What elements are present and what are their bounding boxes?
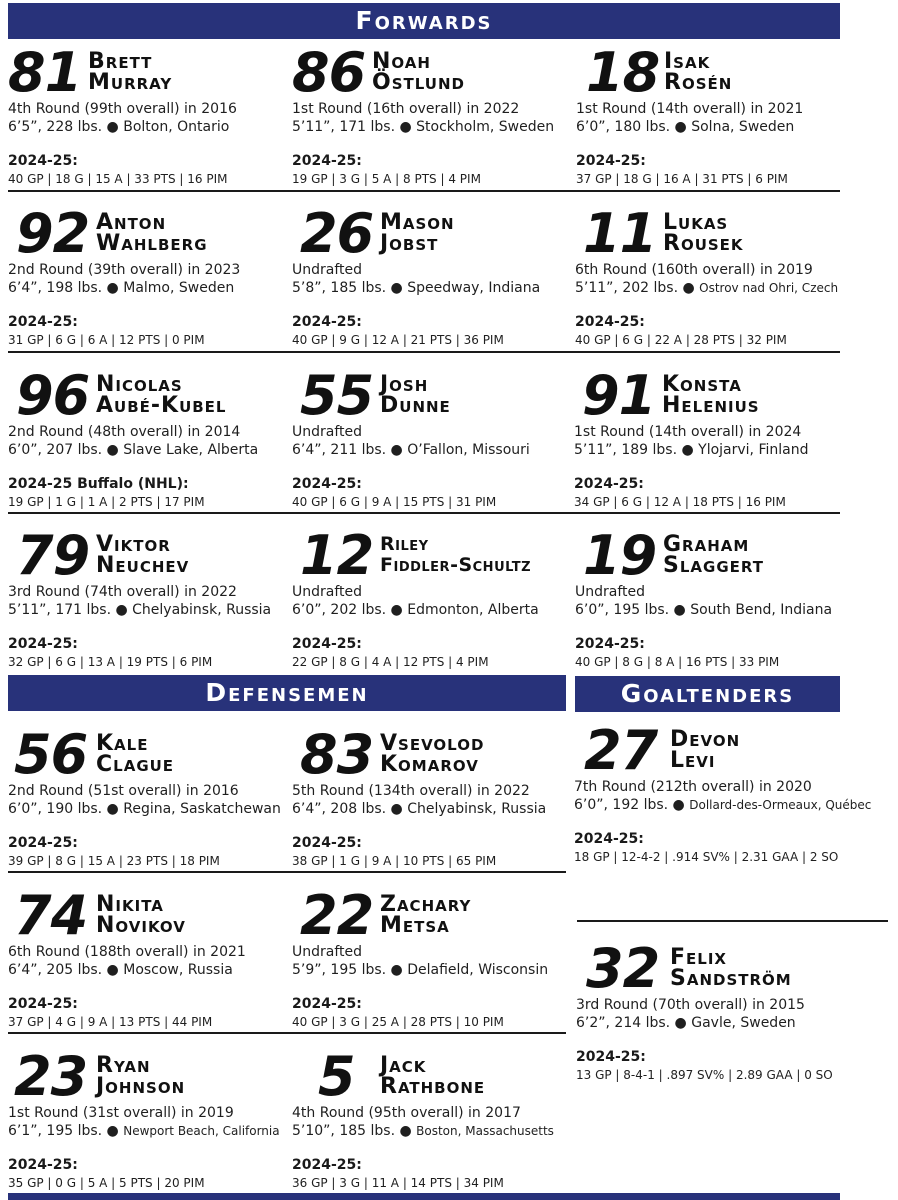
player-card-dunne (284, 364, 566, 511)
season-label: 2024-25: (8, 1157, 78, 1173)
player-name: Anton Wahlberg (96, 210, 208, 256)
jersey-number: 86 (292, 41, 366, 104)
player-name: Noah Östlund (372, 49, 465, 95)
size-hometown: 5’11”, 171 lbs. ● Stockholm, Sweden (292, 119, 555, 135)
player-name: Zachary Metsa (380, 892, 472, 938)
player-card-neuchev (0, 524, 282, 671)
season-stats: 40 GP | 8 G | 8 A | 16 PTS | 33 PIM (575, 655, 780, 669)
player-name: Nicolas Aubé-Kubel (96, 372, 227, 418)
size-hometown: 6’0”, 207 lbs. ● Slave Lake, Alberta (8, 442, 259, 458)
jersey-number: 92 (16, 202, 90, 265)
size-hometown: 6’0”, 192 lbs. ● Dollard-des-Ormeaux, Québec (574, 797, 872, 813)
bottom-bar (8, 1193, 840, 1200)
jersey-number: 5 (318, 1045, 355, 1108)
player-card-clague (0, 723, 282, 870)
draft-info: 2nd Round (39th overall) in 2023 (8, 262, 241, 278)
jersey-number: 22 (300, 884, 374, 947)
row-divider (8, 190, 840, 192)
season-stats: 40 GP | 6 G | 22 A | 28 PTS | 32 PIM (575, 333, 787, 347)
size-hometown: 6’4”, 211 lbs. ● O’Fallon, Missouri (292, 442, 530, 458)
season-label: 2024-25: (8, 996, 78, 1012)
season-label: 2024-25: (8, 153, 78, 169)
season-label: 2024-25: (574, 476, 644, 492)
season-label: 2024-25: (576, 1049, 646, 1065)
draft-info: 2nd Round (51st overall) in 2016 (8, 783, 239, 799)
jersey-number: 74 (14, 884, 88, 947)
season-label: 2024-25: (575, 636, 645, 652)
draft-info: 7th Round (212th overall) in 2020 (574, 779, 812, 795)
player-name: Jack Rathbone (380, 1053, 486, 1099)
season-label: 2024-25: (292, 476, 362, 492)
player-name: Felix Sandström (670, 945, 792, 991)
player-name: Mason Jobst (380, 210, 455, 256)
draft-info: 1st Round (14th overall) in 2021 (576, 101, 804, 117)
jersey-number: 91 (582, 364, 656, 427)
player-name: Devon Levi (670, 727, 741, 773)
player-card-jobst (284, 202, 566, 349)
row-divider (8, 1032, 566, 1034)
player-name: Vsevolod Komarov (380, 731, 485, 777)
season-label: 2024-25: (292, 636, 362, 652)
player-card-novikov (0, 884, 282, 1031)
draft-info: Undrafted (292, 584, 363, 600)
draft-info: 1st Round (31st overall) in 2019 (8, 1105, 234, 1121)
season-stats: 13 GP | 8-4-1 | .897 SV% | 2.89 GAA | 0 SO (576, 1068, 833, 1082)
player-name: Isak Rosén (664, 49, 733, 95)
defensemen-banner: Defensemen (8, 675, 566, 711)
player-card-sandstrom (568, 937, 888, 1084)
jersey-number: 83 (300, 723, 374, 786)
jersey-number: 55 (300, 364, 374, 427)
size-hometown: 5’8”, 185 lbs. ● Speedway, Indiana (292, 280, 541, 296)
season-label: 2024-25: (292, 153, 362, 169)
draft-info: Undrafted (292, 944, 363, 960)
row-divider (8, 351, 840, 353)
season-stats: 32 GP | 6 G | 13 A | 19 PTS | 6 PIM (8, 655, 213, 669)
season-stats: 38 GP | 1 G | 9 A | 10 PTS | 65 PIM (292, 854, 497, 868)
row-divider (8, 512, 840, 514)
draft-info: 2nd Round (48th overall) in 2014 (8, 424, 241, 440)
player-card-levi (566, 719, 896, 866)
size-hometown: 6’4”, 198 lbs. ● Malmo, Sweden (8, 280, 235, 296)
season-stats: 40 GP | 3 G | 25 A | 28 PTS | 10 PIM (292, 1015, 504, 1029)
draft-info: 1st Round (16th overall) in 2022 (292, 101, 520, 117)
season-label: 2024-25: (292, 835, 362, 851)
draft-info: 6th Round (160th overall) in 2019 (575, 262, 813, 278)
size-hometown: 5’11”, 189 lbs. ● Ylojarvi, Finland (574, 442, 809, 458)
season-label: 2024-25: (8, 636, 78, 652)
season-stats: 18 GP | 12-4-2 | .914 SV% | 2.31 GAA | 2 SO (574, 850, 839, 864)
season-stats: 40 GP | 6 G | 9 A | 15 PTS | 31 PIM (292, 495, 497, 509)
season-label: 2024-25 Buffalo (NHL): (8, 476, 189, 492)
season-stats: 35 GP | 0 G | 5 A | 5 PTS | 20 PIM (8, 1176, 205, 1190)
player-card-helenius (566, 364, 848, 511)
draft-info: 4th Round (95th overall) in 2017 (292, 1105, 521, 1121)
jersey-number: 12 (300, 524, 374, 587)
player-card-murray (0, 41, 282, 188)
player-card-rosen (568, 41, 850, 188)
player-card-wahlberg (0, 202, 282, 349)
forwards-banner: Forwards (8, 3, 840, 39)
season-stats: 37 GP | 18 G | 16 A | 31 PTS | 6 PIM (576, 172, 788, 186)
player-name: Lukas Rousek (663, 210, 744, 256)
draft-info: 5th Round (134th overall) in 2022 (292, 783, 530, 799)
row-divider (8, 871, 566, 873)
player-card-aube-kubel (0, 364, 282, 511)
jersey-number: 79 (16, 524, 90, 587)
player-card-slaggert (567, 524, 849, 671)
size-hometown: 6’1”, 195 lbs. ● Newport Beach, California (8, 1123, 280, 1139)
size-hometown: 6’0”, 202 lbs. ● Edmonton, Alberta (292, 602, 539, 618)
jersey-number: 81 (8, 41, 82, 104)
player-name: Kale Clague (96, 731, 175, 777)
size-hometown: 6’0”, 180 lbs. ● Solna, Sweden (576, 119, 795, 135)
season-stats: 31 GP | 6 G | 6 A | 12 PTS | 0 PIM (8, 333, 205, 347)
jersey-number: 27 (584, 719, 658, 782)
player-name: Ryan Johnson (96, 1053, 186, 1099)
size-hometown: 5’10”, 185 lbs. ● Boston, Massachusetts (292, 1123, 554, 1139)
season-stats: 40 GP | 9 G | 12 A | 21 PTS | 36 PIM (292, 333, 504, 347)
size-hometown: 6’4”, 208 lbs. ● Chelyabinsk, Russia (292, 801, 547, 817)
player-card-komarov (284, 723, 566, 870)
goaltenders-banner: Goaltenders (575, 676, 840, 712)
season-stats: 19 GP | 1 G | 1 A | 2 PTS | 17 PIM (8, 495, 205, 509)
jersey-number: 26 (300, 202, 374, 265)
draft-info: Undrafted (292, 424, 363, 440)
season-label: 2024-25: (574, 831, 644, 847)
size-hometown: 6’4”, 205 lbs. ● Moscow, Russia (8, 962, 233, 978)
size-hometown: 6’2”, 214 lbs. ● Gavle, Sweden (576, 1015, 796, 1031)
player-card-rathbone (284, 1045, 566, 1192)
goalie-divider (577, 920, 888, 922)
draft-info: 6th Round (188th overall) in 2021 (8, 944, 246, 960)
jersey-number: 96 (16, 364, 90, 427)
jersey-number: 11 (583, 202, 657, 265)
player-name: Konsta Helenius (662, 372, 760, 418)
season-label: 2024-25: (576, 153, 646, 169)
size-hometown: 5’11”, 202 lbs. ● Ostrov nad Ohri, Czech (575, 280, 839, 296)
season-label: 2024-25: (8, 835, 78, 851)
season-stats: 37 GP | 4 G | 9 A | 13 PTS | 44 PIM (8, 1015, 213, 1029)
size-hometown: 5’11”, 171 lbs. ● Chelyabinsk, Russia (8, 602, 272, 618)
season-label: 2024-25: (292, 314, 362, 330)
season-stats: 22 GP | 8 G | 4 A | 12 PTS | 4 PIM (292, 655, 489, 669)
size-hometown: 5’9”, 195 lbs. ● Delafield, Wisconsin (292, 962, 549, 978)
player-name: Josh Dunne (380, 372, 451, 418)
season-stats: 19 GP | 3 G | 5 A | 8 PTS | 4 PIM (292, 172, 481, 186)
season-label: 2024-25: (8, 314, 78, 330)
draft-info: 1st Round (14th overall) in 2024 (574, 424, 802, 440)
season-stats: 39 GP | 8 G | 15 A | 23 PTS | 18 PIM (8, 854, 220, 868)
jersey-number: 19 (583, 524, 657, 587)
season-stats: 36 GP | 3 G | 11 A | 14 PTS | 34 PIM (292, 1176, 504, 1190)
player-name: Riley Fiddler-Schultz (380, 533, 532, 576)
draft-info: Undrafted (575, 584, 646, 600)
draft-info: 3rd Round (74th overall) in 2022 (8, 584, 237, 600)
jersey-number: 32 (586, 937, 660, 1000)
player-card-rousek (567, 202, 849, 349)
player-name: Viktor Neuchev (96, 532, 190, 578)
player-card-metsa (284, 884, 566, 1031)
jersey-number: 23 (14, 1045, 88, 1108)
player-name: Brett Murray (88, 49, 173, 95)
season-stats: 34 GP | 6 G | 12 A | 18 PTS | 16 PIM (574, 495, 786, 509)
season-label: 2024-25: (292, 996, 362, 1012)
season-label: 2024-25: (292, 1157, 362, 1173)
size-hometown: 6’0”, 190 lbs. ● Regina, Saskatchewan (8, 801, 281, 817)
season-stats: 40 GP | 18 G | 15 A | 33 PTS | 16 PIM (8, 172, 228, 186)
player-card-fiddler-schultz (284, 524, 566, 671)
draft-info: 4th Round (99th overall) in 2016 (8, 101, 237, 117)
draft-info: Undrafted (292, 262, 363, 278)
size-hometown: 6’0”, 195 lbs. ● South Bend, Indiana (575, 602, 833, 618)
player-name: Graham Slaggert (663, 532, 764, 578)
season-label: 2024-25: (575, 314, 645, 330)
player-card-johnson (0, 1045, 282, 1192)
player-name: Nikita Novikov (96, 892, 186, 938)
draft-info: 3rd Round (70th overall) in 2015 (576, 997, 805, 1013)
player-card-ostlund (284, 41, 566, 188)
jersey-number: 56 (14, 723, 88, 786)
jersey-number: 18 (586, 41, 660, 104)
size-hometown: 6’5”, 228 lbs. ● Bolton, Ontario (8, 119, 230, 135)
